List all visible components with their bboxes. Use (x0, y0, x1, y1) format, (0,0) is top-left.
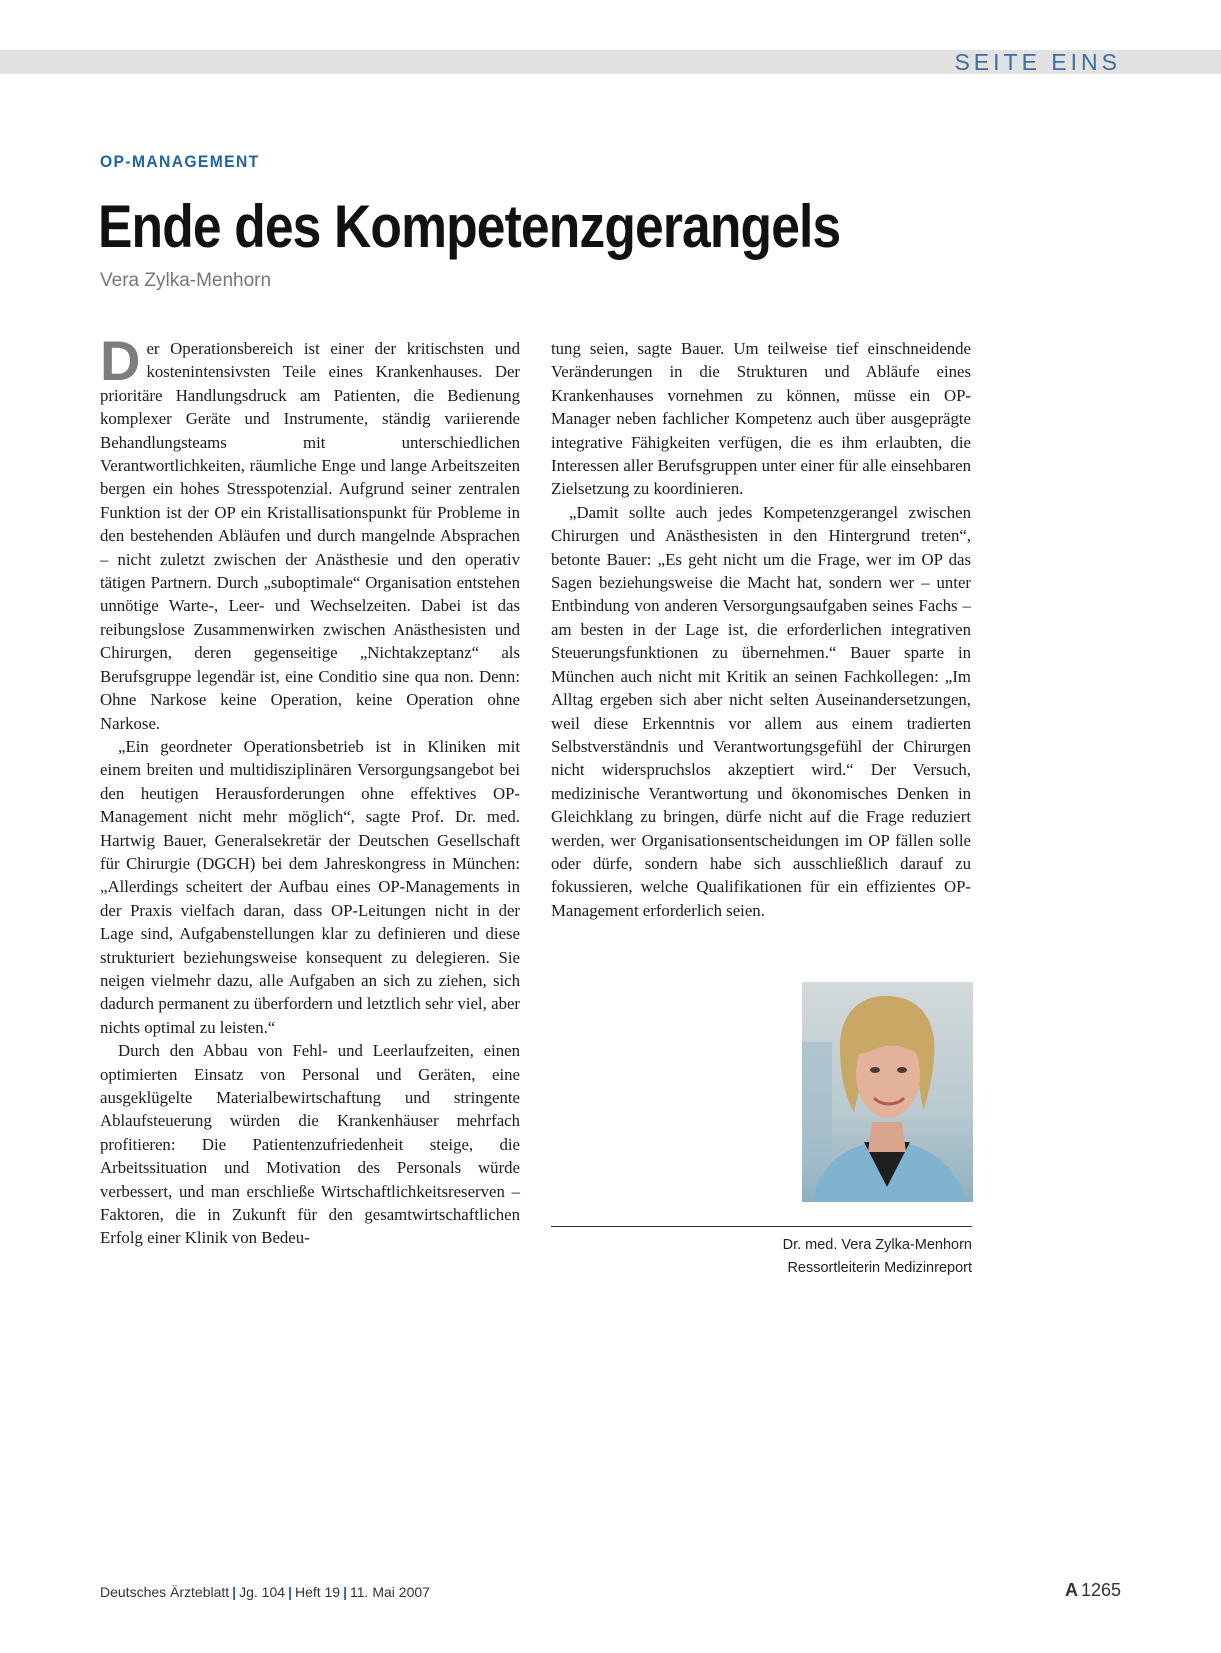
paragraph: Durch den Abbau von Fehl- und Leerlaufzeiten, einen optimierten Einsatz von Personal und Geräten, eine ausgeklügelte Materialbewirtschaftung und stringente Ablaufsteuerung würden die Krankenhäuser mehrfach profitieren: Die Patientenzufriedenheit steige, die Arbeitssituation und Motivation des Personals würde verbessert, und man erschließe Wirtschaftlichkeitsreserven – Faktoren, die in Zukunft für den gesamtwirtschaftlichen Erfolg einer Klinik von Bedeu- (100, 1041, 520, 1248)
footer-separator: | (343, 1584, 348, 1600)
caption-role: Ressortleiterin Medizinreport (787, 1260, 972, 1276)
article-column-right (551, 337, 971, 922)
paragraph: „Ein geordneter Operationsbetrieb ist in Kliniken mit einem breiten und multidisziplinären Versorgungsangebot bei den heutigen Herausforderungen ohne effektives OP-Management nicht mehr möglich“, sagte Prof. Dr. med. Hartwig Bauer, Generalsekretär der Deutschen Gesellschaft für Chirurgie (DGCH) bei dem Jahreskongress in München: „Allerdings scheitert der Aufbau eines OP-Managements in der Praxis vielfach daran, dass OP-Leitungen nicht in der Lage sind, Aufgabenstellungen klar zu definieren und diese strukturiert beziehungsweise konsequent zu delegieren. Sie neigen vielmehr dazu, alle Aufgaben an sich zu ziehen, sich dadurch permanent zu überfordern und letztlich sehr viel, aber nichts optimal zu leisten.“ (100, 736, 520, 1037)
page-number (1065, 1580, 1121, 1601)
paragraph: tung seien, sagte Bauer. Um teilweise tief einschneidende Veränderungen in die Strukturen und Abläufe eines Krankenhauses vornehmen zu können, müsse ein OP-Manager neben fachlicher Kompetenz auch über ausgeprägte integrative Fähigkeiten verfügen, die es ihm erlaubten, die Interessen aller Berufsgruppen unter einer für alle einsehbaren Zielsetzung zu koordinieren. (551, 339, 971, 499)
footer-separator: | (288, 1584, 292, 1600)
paragraph: „Damit sollte auch jedes Kompetenzgerangel zwischen Chirurgen und Anästhesisten in den Hintergrund treten“, betonte Bauer: „Es geht nicht um die Frage, wer im OP das Sagen beziehungsweise die Macht hat, sondern wer – unter Entbindung von anderen Versorgungsaufgaben seines Fachs – am besten in der Lage ist, die erforderlichen integrativen Steuerungsfunktionen zu übernehmen.“ Bauer sparte in München auch nicht mit Kritik an seinen Fachkollegen: „Im Alltag ergeben sich aber nicht selten Auseinandersetzungen, weil diese Erkenntnis vor allem aus einem tradierten Selbstverständnis und Verantwortungsgefühl der Chirurgen nicht widerspruchslos akzeptiert wird.“ Der Versuch, medizinische Verantwortung und ökonomisches Denken in Gleichklang zu bringen, dürfe nicht auf die Frage reduziert werden, wer Organisationsentscheidungen im OP fällen solle oder dürfe, sondern habe sich ausschließlich darauf zu fokussieren, welche Qualifikationen für ein effizientes OP-Management erforderlich seien. (551, 502, 971, 920)
journal-volume: Jg. 104 (239, 1584, 286, 1600)
caption-name: Dr. med. Vera Zylka-Menhorn (782, 1237, 972, 1253)
article-column-left (100, 329, 520, 1250)
paragraph (100, 329, 520, 735)
article-title: Ende des Kompetenzgerangels (98, 193, 841, 260)
page-letter: A (1064, 1580, 1078, 1600)
article-kicker: OP-MANAGEMENT (100, 152, 260, 171)
journal-issue: Heft 19 (294, 1584, 341, 1600)
journal-name: Deutsches Ärzteblatt (100, 1584, 230, 1600)
footer-separator: | (232, 1584, 237, 1600)
page-number-value: 1265 (1080, 1580, 1121, 1600)
article-author: Vera Zylka-Menhorn (100, 270, 272, 291)
dropcap: D (100, 329, 141, 392)
portrait-illustration (802, 982, 973, 1202)
paragraph-text: er Operationsbereich ist einer der kritischsten und kostenintensivsten Teile eines Krankenhauses. Der prioritäre Handlungsdruck am Patienten, die Bedienung komplexer Geräte und Instrumente, ständig variierende Behandlungsteams mit unterschiedlichen Verantwortlichkeiten, räumliche Enge und lange Arbeitszeiten bergen ein hohes Stresspotenzial. Aufgrund seiner zentralen Funktion ist der OP ein Kristallisationspunkt für Probleme in den bestehenden Abläufen und durch mangelnde Absprachen – nicht zuletzt zwischen der Anästhesie und den operativ tätigen Partnern. Durch „suboptimale“ Organisation entstehen unnötige Warte-, Leer- und Wechselzeiten. Dabei ist das reibungslose Zusammenwirken zwischen Anästhesisten und Chirurgen, deren gegenseitige „Nichtakzeptanz“ als Berufsgruppe legendär ist, eine Conditio sine qua non. Denn: Ohne Narkose keine Operation, keine Operation ohne Narkose. (100, 339, 520, 733)
author-portrait-photo (802, 982, 973, 1202)
photo-caption (783, 1234, 972, 1280)
page-footer (100, 1584, 430, 1600)
section-label: SEITE EINS (954, 49, 1121, 75)
caption-rule (551, 1226, 972, 1227)
journal-date: 11. Mai 2007 (350, 1584, 430, 1600)
